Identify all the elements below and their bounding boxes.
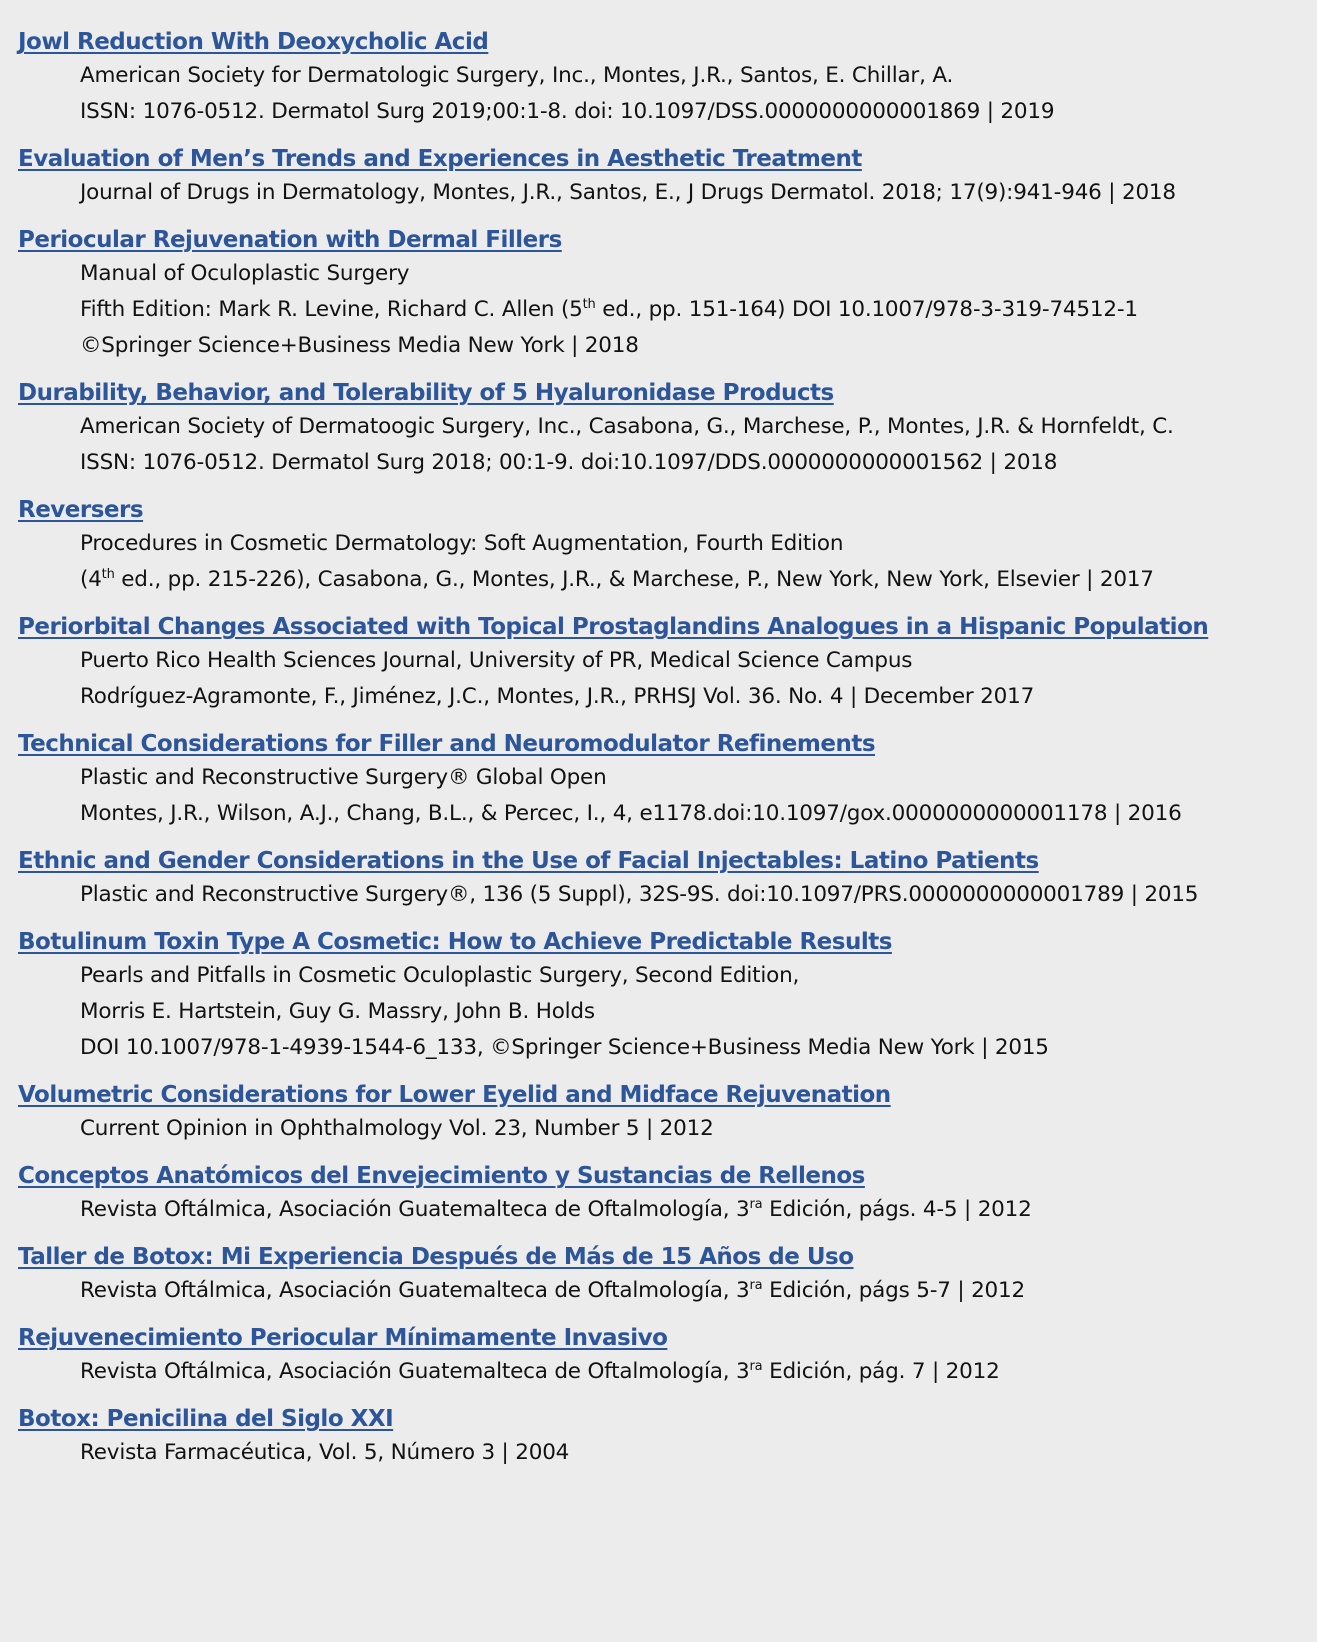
publication-citation-line: [18, 526, 1298, 562]
publication-entry: [18, 845, 1298, 913]
publication-title-link[interactable]: Volumetric Considerations for Lower Eyelid and Midface Rejuvenation: [18, 1082, 891, 1108]
ordinal-superscript: ra: [749, 1197, 763, 1212]
publication-citation-line: [18, 1192, 1298, 1228]
citation-text: Edición, pág. 7 | 2012: [762, 1359, 1000, 1384]
citation-text: Puerto Rico Health Sciences Journal, University of PR, Medical Science Campus: [80, 648, 913, 673]
publication-citation-line: [18, 1030, 1298, 1066]
publication-citation-line: [18, 994, 1298, 1030]
publication-title-link[interactable]: Periocular Rejuvenation with Dermal Fillers: [18, 227, 562, 253]
ordinal-superscript: ra: [749, 1278, 763, 1293]
citation-text: Montes, J.R., Wilson, A.J., Chang, B.L., & Percec, I., 4, e1178.doi:10.1097/gox.0000000000001178 | 2016: [80, 801, 1182, 826]
citation-text: Revista Farmacéutica, Vol. 5, Número 3 | 2004: [80, 1440, 570, 1465]
publication-title-link[interactable]: Botox: Penicilina del Siglo XXI: [18, 1406, 394, 1432]
citation-text: Plastic and Reconstructive Surgery® Global Open: [80, 765, 607, 790]
citation-text: Edición, págs. 4-5 | 2012: [762, 1197, 1032, 1222]
publication-title-link[interactable]: Durability, Behavior, and Tolerability of 5 Hyaluronidase Products: [18, 380, 834, 406]
citation-text: ed., pp. 151-164) DOI 10.1007/978-3-319-74512-1: [595, 297, 1138, 322]
citation-text: Plastic and Reconstructive Surgery®, 136 (5 Suppl), 32S-9S. doi:10.1097/PRS.0000000000001789 | 2015: [80, 882, 1199, 907]
publication-entry: [18, 377, 1298, 481]
publication-citation-line: [18, 328, 1298, 364]
publication-title-link[interactable]: Jowl Reduction With Deoxycholic Acid: [18, 29, 489, 55]
publication-citation-line: [18, 94, 1298, 130]
citation-text: ©Springer Science+Business Media New York | 2018: [80, 333, 639, 358]
publication-entry: [18, 26, 1298, 130]
publication-citation-line: [18, 175, 1298, 211]
publication-title-link[interactable]: Reversers: [18, 497, 144, 523]
publication-citation-line: [18, 643, 1298, 679]
citation-text: Revista Oftálmica, Asociación Guatemalteca de Oftalmología, 3: [80, 1278, 750, 1303]
citation-text: Journal of Drugs in Dermatology, Montes, J.R., Santos, E., J Drugs Dermatol. 2018; 17(9):941-946 | 2018: [80, 180, 1176, 205]
publication-title-link[interactable]: Rejuvenecimiento Periocular Mínimamente Invasivo: [18, 1325, 668, 1351]
citation-text: ISSN: 1076-0512. Dermatol Surg 2018; 00:1-9. doi:10.1097/DDS.0000000000001562 | 2018: [80, 450, 1058, 475]
ordinal-superscript: th: [101, 567, 115, 582]
publication-citation-line: [18, 679, 1298, 715]
publication-title-link[interactable]: Technical Considerations for Filler and Neuromodulator Refinements: [18, 731, 876, 757]
ordinal-superscript: th: [582, 297, 596, 312]
citation-text: Procedures in Cosmetic Dermatology: Soft Augmentation, Fourth Edition: [80, 531, 844, 556]
publication-title-link[interactable]: Ethnic and Gender Considerations in the Use of Facial Injectables: Latino Patients: [18, 848, 1039, 874]
publication-citation-line: [18, 1435, 1298, 1471]
citation-text: American Society of Dermatoogic Surgery, Inc., Casabona, G., Marchese, P., Montes, J.R. & Hornfeldt, C.: [80, 414, 1174, 439]
publication-citation-line: [18, 1354, 1298, 1390]
publication-title-link[interactable]: Taller de Botox: Mi Experiencia Después de Más de 15 Años de Uso: [18, 1244, 854, 1270]
publication-citation-line: [18, 958, 1298, 994]
publication-entry: [18, 143, 1298, 211]
citation-text: Current Opinion in Ophthalmology Vol. 23, Number 5 | 2012: [80, 1116, 714, 1141]
publication-entry: [18, 1403, 1298, 1471]
publication-entry: [18, 1079, 1298, 1147]
citation-text: American Society for Dermatologic Surgery, Inc., Montes, J.R., Santos, E. Chillar, A.: [80, 63, 954, 88]
citation-text: DOI 10.1007/978-1-4939-1544-6_133, ©Springer Science+Business Media New York | 2015: [80, 1035, 1049, 1060]
citation-text: Revista Oftálmica, Asociación Guatemalteca de Oftalmología, 3: [80, 1197, 750, 1222]
publication-entry: [18, 1241, 1298, 1309]
publication-citation-line: [18, 1273, 1298, 1309]
publication-citation-line: [18, 256, 1298, 292]
publication-title-link[interactable]: Conceptos Anatómicos del Envejecimiento y Sustancias de Rellenos: [18, 1163, 865, 1189]
citation-text: Pearls and Pitfalls in Cosmetic Oculoplastic Surgery, Second Edition,: [80, 963, 800, 988]
publication-citation-line: [18, 1111, 1298, 1147]
citation-text: Revista Oftálmica, Asociación Guatemalteca de Oftalmología, 3: [80, 1359, 750, 1384]
citation-text: (4: [80, 567, 102, 592]
publication-citation-line: [18, 445, 1298, 481]
publication-title-link[interactable]: Periorbital Changes Associated with Topical Prostaglandins Analogues in a Hispanic Population: [18, 614, 1209, 640]
publication-entry: [18, 494, 1298, 598]
citation-text: Edición, págs 5-7 | 2012: [762, 1278, 1025, 1303]
publication-title-link[interactable]: Botulinum Toxin Type A Cosmetic: How to Achieve Predictable Results: [18, 929, 892, 955]
citation-text: ISSN: 1076-0512. Dermatol Surg 2019;00:1-8. doi: 10.1097/DSS.0000000000001869 | 2019: [80, 99, 1055, 124]
publication-entry: [18, 728, 1298, 832]
publication-citation-line: [18, 562, 1298, 598]
publication-entry: [18, 1322, 1298, 1390]
citation-text: Morris E. Hartstein, Guy G. Massry, John B. Holds: [80, 999, 595, 1024]
publication-entry: [18, 224, 1298, 364]
publication-citation-line: [18, 292, 1298, 328]
ordinal-superscript: ra: [749, 1359, 763, 1374]
citation-text: Rodríguez-Agramonte, F., Jiménez, J.C., Montes, J.R., PRHSJ Vol. 36. No. 4 | December 2017: [80, 684, 1035, 709]
publication-citation-line: [18, 58, 1298, 94]
publication-citation-line: [18, 796, 1298, 832]
publication-citation-line: [18, 760, 1298, 796]
publication-entry: [18, 1160, 1298, 1228]
citation-text: Manual of Oculoplastic Surgery: [80, 261, 410, 286]
publication-entry: [18, 926, 1298, 1066]
publication-title-link[interactable]: Evaluation of Men’s Trends and Experiences in Aesthetic Treatment: [18, 146, 862, 172]
publication-citation-line: [18, 877, 1298, 913]
citation-text: Fifth Edition: Mark R. Levine, Richard C. Allen (5: [80, 297, 583, 322]
publication-entry: [18, 611, 1298, 715]
publication-citation-line: [18, 409, 1298, 445]
citation-text: ed., pp. 215-226), Casabona, G., Montes, J.R., & Marchese, P., New York, New York, Elsevier | 2017: [114, 567, 1154, 592]
